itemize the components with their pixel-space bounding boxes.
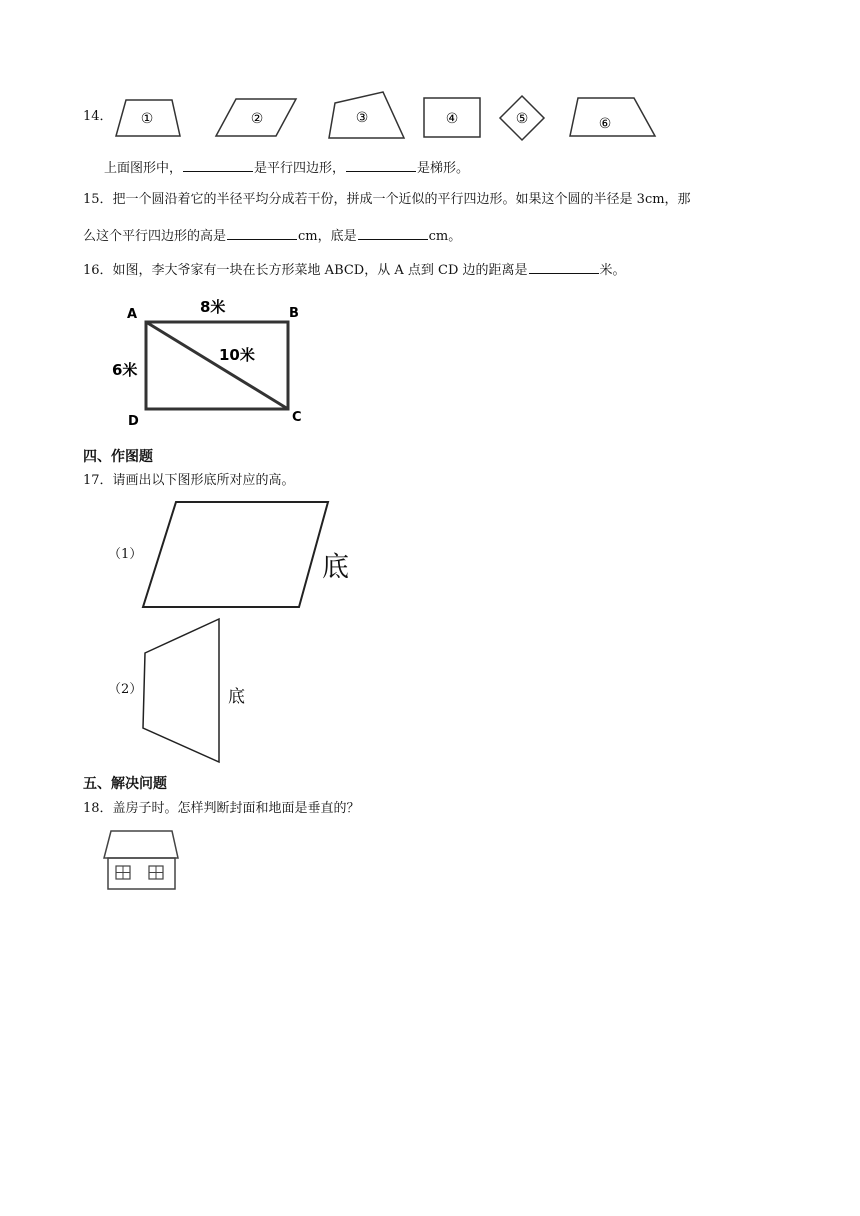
label-a: A [127, 307, 138, 322]
shape-4-label: ④ [445, 111, 459, 127]
q16-text-b: 米。 [599, 263, 626, 278]
shape-2-label: ② [250, 111, 264, 127]
q18-text: 18．盖房子时。怎样判断封面和地面是垂直的？ [83, 801, 360, 816]
shape-6-label: ⑥ [598, 116, 612, 132]
q15-text-b: cm，底是 [298, 229, 357, 244]
label-b: B [289, 306, 299, 321]
q14-text-a: 上面图形中， [104, 161, 183, 176]
section5-title: 五、解决问题 [83, 776, 167, 792]
section4-title: 四、作图题 [83, 449, 153, 465]
q17-fig2-label: （2） [108, 682, 143, 697]
q14-number: 14． [83, 109, 113, 124]
shape-1-label: ① [140, 111, 154, 127]
q15-line1: 15．把一个圆沿着它的半径平均分成若干份，拼成一个近似的平行四边形。如果这个圆的半径是 3cm，那 [83, 192, 691, 207]
q15-text-c: cm。 [428, 229, 462, 244]
q16-text-a: 16．如图，李大爷家有一块在长方形菜地 ABCD，从 A 点到 CD 边的距离是 [83, 263, 528, 278]
diagonal-length-label: 10米 [219, 346, 255, 364]
q15-text-a: 么这个平行四边形的高是 [83, 229, 227, 244]
label-d: D [128, 414, 139, 429]
q14-text-c: 是梯形。 [417, 161, 470, 176]
shape-5-label: ⑤ [515, 111, 529, 127]
q17-fig1-label: （1） [108, 547, 143, 562]
q17-fig1-base-label: 底 [322, 552, 349, 583]
q14-text-b: 是平行四边形， [254, 161, 346, 176]
label-c: C [292, 410, 302, 425]
q17-fig2-base-label: 底 [228, 687, 245, 707]
q17-text: 17．请画出以下图形底所对应的高。 [83, 473, 295, 488]
shape-3-label: ③ [355, 110, 369, 126]
side-length-label: 6米 [112, 361, 138, 379]
top-length-label: 8米 [200, 298, 226, 316]
